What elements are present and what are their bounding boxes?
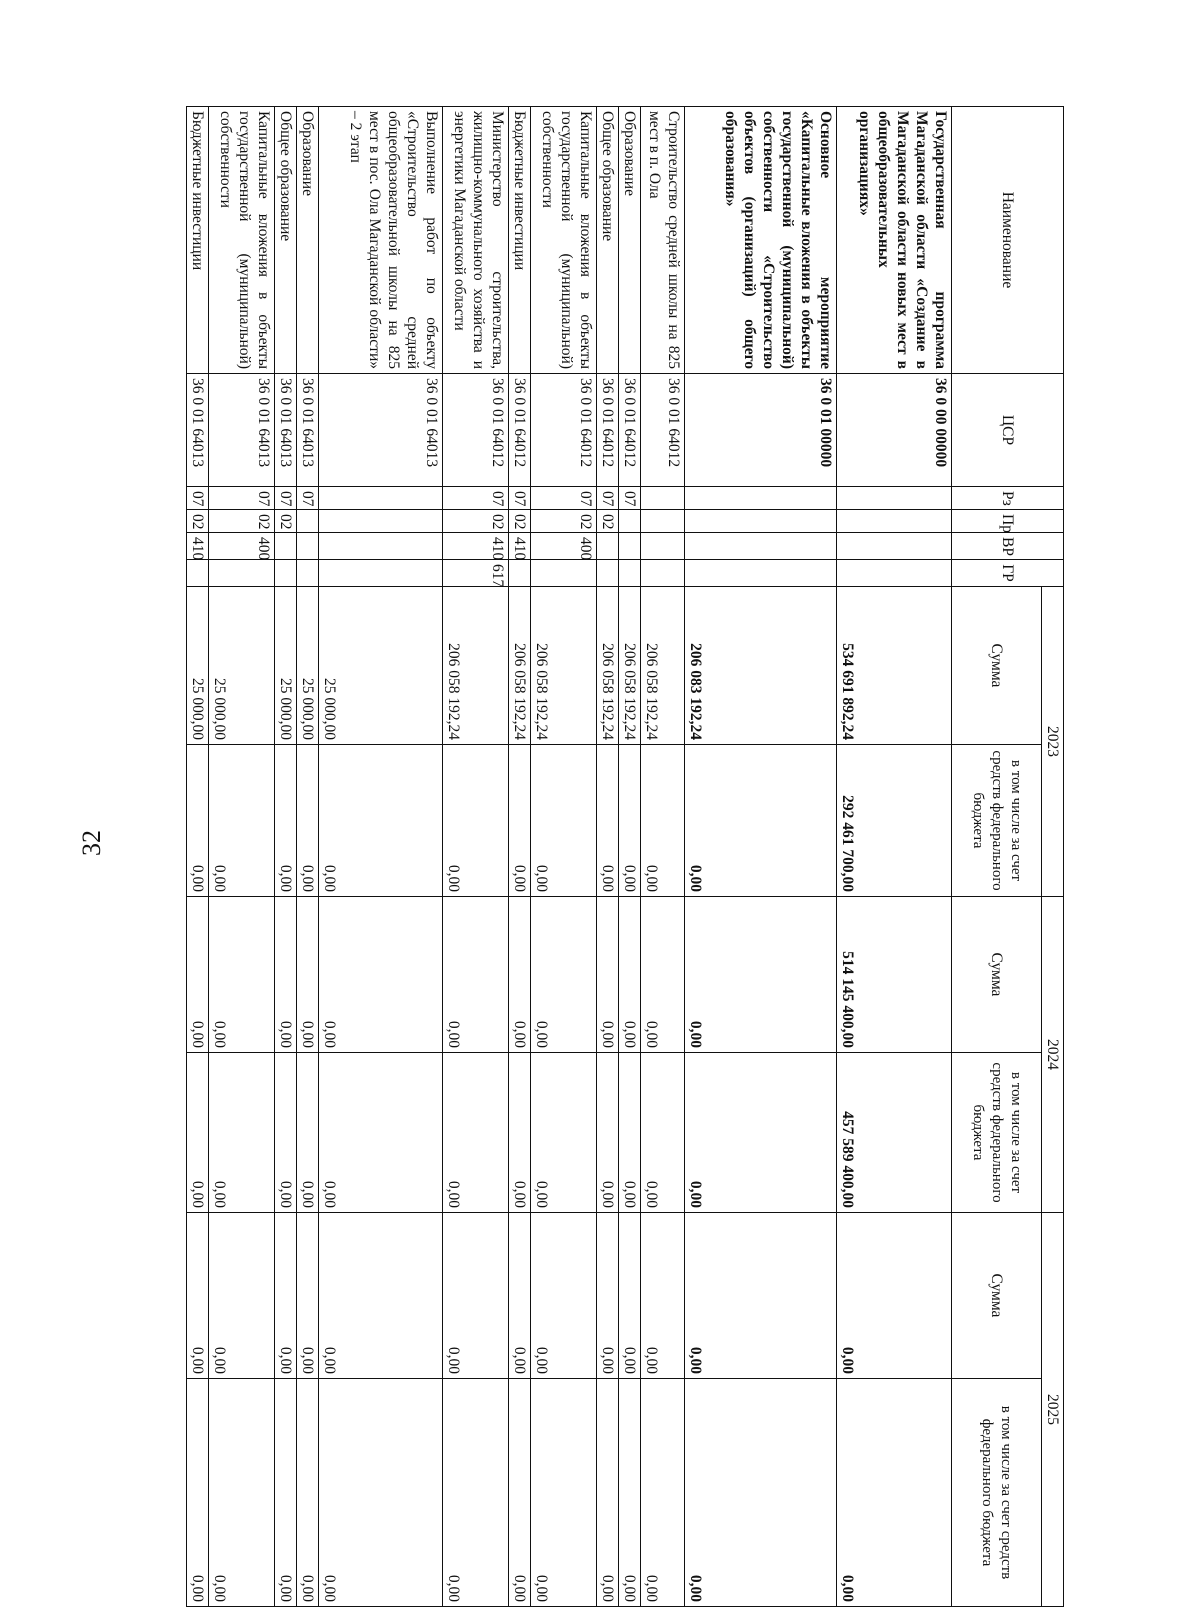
page-number: 32 [77,830,106,856]
sum-2024-cell: 0,00 [297,897,319,1053]
header-federal-2023: в том числе за счет средств федерального бюджета [952,745,1042,897]
table-row [641,107,685,1607]
federal-2023-cell: 0,00 [597,745,619,897]
name-cell: Государственная программа Магаданской области «Создание в Магаданской области новых мест в общеобразовательных организациях» [837,107,952,374]
rotated-table-wrapper [176,106,1064,1602]
federal-2024-cell: 0,00 [641,1053,685,1213]
sum-2025-cell: 0,00 [641,1213,685,1379]
rz-cell [837,487,952,510]
gr-cell [509,560,531,587]
table-row [275,107,297,1607]
gr-cell: 617 [443,560,509,587]
rz-cell [319,487,443,510]
federal-2024-cell: 0,00 [685,1053,837,1213]
table-row [319,107,443,1607]
federal-2025-cell: 0,00 [597,1379,619,1607]
csr-cell: 36 0 01 64012 [443,374,509,487]
csr-cell: 36 0 01 64013 [209,374,275,487]
csr-cell: 36 0 00 00000 [837,374,952,487]
sum-2024-cell: 0,00 [187,897,209,1053]
pr-cell [837,510,952,533]
table-row [187,107,209,1607]
sum-2025-cell: 0,00 [597,1213,619,1379]
budget-table [186,106,1064,1607]
federal-2024-cell: 0,00 [275,1053,297,1213]
header-sum-2025: Сумма [952,1213,1042,1379]
federal-2025-cell: 0,00 [297,1379,319,1607]
federal-2025-cell: 0,00 [275,1379,297,1607]
csr-cell: 36 0 01 00000 [685,374,837,487]
header-vr: ВР [952,533,1064,560]
sum-2023-cell: 206 058 192,24 [597,587,619,745]
federal-2024-cell: 457 589 400,00 [837,1053,952,1213]
federal-2023-cell: 0,00 [685,745,837,897]
sum-2024-cell: 0,00 [641,897,685,1053]
header-csr: ЦСР [952,374,1064,487]
sum-2025-cell: 0,00 [209,1213,275,1379]
pr-cell: 02 [531,510,597,533]
sum-2024-cell: 0,00 [509,897,531,1053]
header-federal-2025: в том числе за счет средств федерального бюджета [952,1379,1042,1607]
header-year-2023: 2023 [1042,587,1064,897]
pr-cell [641,510,685,533]
sum-2023-cell: 25 000,00 [297,587,319,745]
name-cell: Основное мероприятие «Капитальные вложения в объекты государственной (муниципальной) собственности «Строительство объектов (организаций) общего образования» [685,107,837,374]
rz-cell: 07 [187,487,209,510]
gr-cell [319,560,443,587]
sum-2023-cell: 206 058 192,24 [509,587,531,745]
federal-2023-cell: 292 461 700,00 [837,745,952,897]
name-cell: Министерство строительства, жилищно-коммунального хозяйства и энергетики Магаданской области [443,107,509,374]
federal-2024-cell: 0,00 [509,1053,531,1213]
federal-2024-cell: 0,00 [443,1053,509,1213]
vr-cell: 400 [531,533,597,560]
sum-2023-cell: 206 083 192,24 [685,587,837,745]
header-sum-2024: Сумма [952,897,1042,1053]
sum-2024-cell: 514 145 400,00 [837,897,952,1053]
sum-2024-cell: 0,00 [209,897,275,1053]
vr-cell [319,533,443,560]
table-row [531,107,597,1607]
pr-cell: 02 [209,510,275,533]
sum-2025-cell: 0,00 [509,1213,531,1379]
federal-2025-cell: 0,00 [641,1379,685,1607]
pr-cell [619,510,641,533]
header-rz: Рз [952,487,1064,510]
pr-cell [685,510,837,533]
federal-2024-cell: 0,00 [597,1053,619,1213]
federal-2023-cell: 0,00 [531,745,597,897]
federal-2024-cell: 0,00 [619,1053,641,1213]
federal-2025-cell: 0,00 [531,1379,597,1607]
name-cell: Бюджетные инвестиции [509,107,531,374]
header-federal-2024: в том числе за счет средств федерального бюджета [952,1053,1042,1213]
sum-2024-cell: 0,00 [685,897,837,1053]
sum-2023-cell: 25 000,00 [187,587,209,745]
sum-2023-cell: 25 000,00 [319,587,443,745]
gr-cell [297,560,319,587]
csr-cell: 36 0 01 64012 [597,374,619,487]
pr-cell: 02 [187,510,209,533]
gr-cell [641,560,685,587]
rz-cell: 07 [619,487,641,510]
sum-2025-cell: 0,00 [319,1213,443,1379]
name-cell: Общее образование [597,107,619,374]
name-cell: Капитальные вложения в объекты государственной (муниципальной) собственности [531,107,597,374]
vr-cell [641,533,685,560]
header-name: Наименование [952,107,1064,374]
gr-cell [619,560,641,587]
federal-2024-cell: 0,00 [209,1053,275,1213]
sum-2025-cell: 0,00 [187,1213,209,1379]
table-body [187,107,952,1607]
federal-2025-cell: 0,00 [619,1379,641,1607]
table-row [509,107,531,1607]
federal-2024-cell: 0,00 [187,1053,209,1213]
gr-cell [837,560,952,587]
gr-cell [597,560,619,587]
table-row [597,107,619,1607]
sum-2023-cell: 25 000,00 [275,587,297,745]
name-cell: Образование [297,107,319,374]
federal-2025-cell: 0,00 [319,1379,443,1607]
name-cell: Общее образование [275,107,297,374]
federal-2024-cell: 0,00 [319,1053,443,1213]
sum-2024-cell: 0,00 [443,897,509,1053]
federal-2025-cell: 0,00 [187,1379,209,1607]
name-cell: Капитальные вложения в объекты государственной (муниципальной) собственности [209,107,275,374]
table-row [619,107,641,1607]
gr-cell [531,560,597,587]
pr-cell: 02 [275,510,297,533]
federal-2025-cell: 0,00 [837,1379,952,1607]
sum-2025-cell: 0,00 [531,1213,597,1379]
sum-2025-cell: 0,00 [443,1213,509,1379]
pr-cell: 02 [443,510,509,533]
csr-cell: 36 0 01 64013 [319,374,443,487]
table-row [443,107,509,1607]
rz-cell [641,487,685,510]
header-pr: Пр [952,510,1064,533]
sum-2025-cell: 0,00 [297,1213,319,1379]
pr-cell [297,510,319,533]
federal-2025-cell: 0,00 [443,1379,509,1607]
vr-cell [297,533,319,560]
name-cell: Образование [619,107,641,374]
csr-cell: 36 0 01 64012 [641,374,685,487]
sum-2023-cell: 206 058 192,24 [531,587,597,745]
table-row [837,107,952,1607]
gr-cell [685,560,837,587]
header-gr: ГР [952,560,1064,587]
csr-cell: 36 0 01 64012 [531,374,597,487]
name-cell: Выполнение работ по объекту «Строительство средней общеобразовательной школы на 825 мест в пос. Ола Магаданской области» – 2 этап [319,107,443,374]
rz-cell [685,487,837,510]
sum-2024-cell: 0,00 [619,897,641,1053]
federal-2023-cell: 0,00 [319,745,443,897]
rz-cell: 07 [443,487,509,510]
vr-cell [597,533,619,560]
gr-cell [209,560,275,587]
csr-cell: 36 0 01 64013 [297,374,319,487]
table-row [685,107,837,1607]
table-row [297,107,319,1607]
sum-2025-cell: 0,00 [837,1213,952,1379]
federal-2023-cell: 0,00 [187,745,209,897]
pr-cell [319,510,443,533]
rz-cell: 07 [297,487,319,510]
table-row [209,107,275,1607]
vr-cell: 410 [509,533,531,560]
sum-2024-cell: 0,00 [275,897,297,1053]
name-cell: Бюджетные инвестиции [187,107,209,374]
vr-cell [275,533,297,560]
federal-2025-cell: 0,00 [685,1379,837,1607]
rz-cell: 07 [531,487,597,510]
rz-cell: 07 [509,487,531,510]
gr-cell [187,560,209,587]
vr-cell: 410 [187,533,209,560]
vr-cell [837,533,952,560]
sum-2023-cell: 25 000,00 [209,587,275,745]
pr-cell: 02 [509,510,531,533]
pr-cell: 02 [597,510,619,533]
sum-2024-cell: 0,00 [319,897,443,1053]
rz-cell: 07 [597,487,619,510]
sum-2023-cell: 206 058 192,24 [619,587,641,745]
name-cell: Строительство средней школы на 825 мест в п. Ола [641,107,685,374]
header-year-2025: 2025 [1042,1213,1064,1607]
csr-cell: 36 0 01 64013 [187,374,209,487]
csr-cell: 36 0 01 64012 [509,374,531,487]
header-row-years [1042,107,1064,1607]
sum-2025-cell: 0,00 [685,1213,837,1379]
sum-2023-cell: 206 058 192,24 [443,587,509,745]
sum-2024-cell: 0,00 [531,897,597,1053]
federal-2023-cell: 0,00 [209,745,275,897]
sum-2025-cell: 0,00 [275,1213,297,1379]
federal-2024-cell: 0,00 [297,1053,319,1213]
rz-cell: 07 [275,487,297,510]
sum-2023-cell: 534 691 892,24 [837,587,952,745]
header-year-2024: 2024 [1042,897,1064,1213]
federal-2025-cell: 0,00 [209,1379,275,1607]
rz-cell: 07 [209,487,275,510]
csr-cell: 36 0 01 64012 [619,374,641,487]
gr-cell [275,560,297,587]
sum-2025-cell: 0,00 [619,1213,641,1379]
csr-cell: 36 0 01 64013 [275,374,297,487]
federal-2023-cell: 0,00 [275,745,297,897]
federal-2024-cell: 0,00 [531,1053,597,1213]
federal-2025-cell: 0,00 [509,1379,531,1607]
sum-2024-cell: 0,00 [597,897,619,1053]
vr-cell: 410 [443,533,509,560]
federal-2023-cell: 0,00 [443,745,509,897]
federal-2023-cell: 0,00 [619,745,641,897]
federal-2023-cell: 0,00 [297,745,319,897]
vr-cell [685,533,837,560]
vr-cell: 400 [209,533,275,560]
federal-2023-cell: 0,00 [641,745,685,897]
sum-2023-cell: 206 058 192,24 [641,587,685,745]
header-sum-2023: Сумма [952,587,1042,745]
federal-2023-cell: 0,00 [509,745,531,897]
vr-cell [619,533,641,560]
